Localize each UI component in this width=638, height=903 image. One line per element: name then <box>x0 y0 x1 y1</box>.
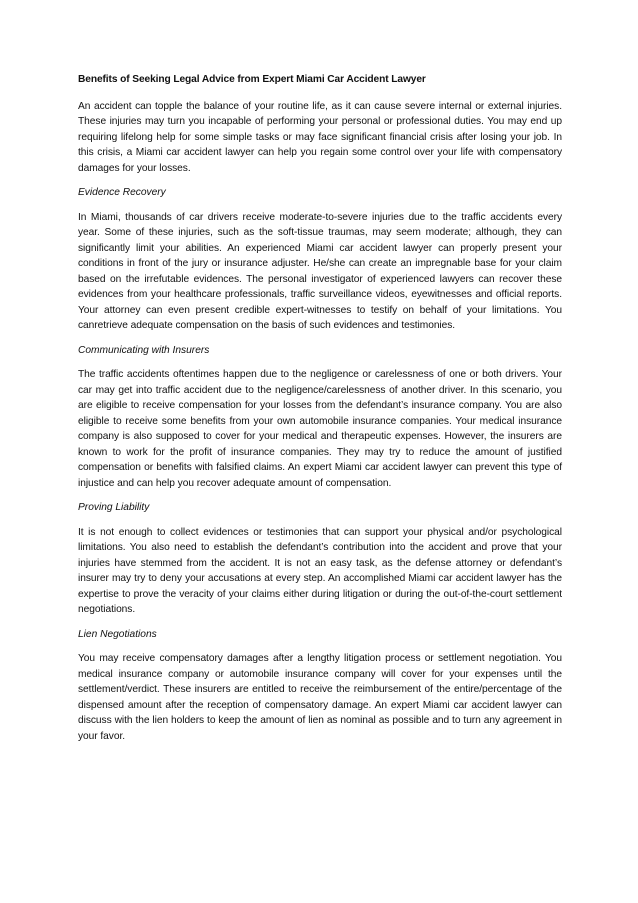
section-body-evidence-recovery: In Miami, thousands of car drivers receive moderate-to-severe injuries due to the traffic accidents every year. Some of these injuries, such as the soft-tissue traumas, may seem moderate; although, they can significantly limit your abilities. An experienced Miami car accident lawyer can properly present your conditions in front of the jury or insurance adjuster. He/she can create an impregnable base for your claim based on the irrefutable evidences. The personal investigator of experienced lawyers can recover these evidences from your healthcare professionals, traffic surveillance videos, eyewitnesses and official reports. Your attorney can even present credible expert-witnesses to testify on behalf of your limitations. You canretrieve adequate compensation on the basis of such evidences and testimonies. <box>78 211 562 331</box>
document-page <box>78 72 562 753</box>
section-heading-proving-liability: Proving Liability <box>78 502 150 513</box>
section-body-proving-liability: It is not enough to collect evidences or testimonies that can support your physical and/or psychological limitations. You also need to establish the defendant’s contribution into the accident and prove that your injuries have stemmed from the accident. It is not an easy task, as the defense attorney or defendant’s insurer may try to deny your accusations at every step. An accomplished Miami car accident lawyer has the expertise to prove the veracity of your claims either during litigation or during the out-of-the-court settlement negotiations. <box>78 526 562 615</box>
section-heading-evidence-recovery: Evidence Recovery <box>78 187 166 198</box>
section-heading-lien-negotiations: Lien Negotiations <box>78 628 157 640</box>
section-body-communicating-with-insurers: The traffic accidents oftentimes happen due to the negligence or carelessness of one or both drivers. Your car may get into traffic accident due to the negligence/carelessness of another driver. In this scenario, you are eligible to receive compensation for your losses from the defendant’s insurance company. You are also eligible to receive some benefits from your own automobile insurance companies. Your medical insurance company is also supposed to cover for your medical and therapeutic expenses. However, the insurers are known to work for the profit of insurance companies. They may try to reduce the amount of justified compensation or benefits with falsified claims. An expert Miami car accident lawyer can prevent this type of injustice and can help you recover adequate amount of compensation. <box>78 369 562 489</box>
section-body-lien-negotiations: You may receive compensatory damages after a lengthy litigation process or settlement negotiation. You medical insurance company or automobile insurance company will cover for your expenses until the settlement/verdict. These insurers are entitled to receive the reimbursement of the entire/percentage of the dispensed amount after the reception of compensatory damage. An expert Miami car accident lawyer can discuss with the lien holders to keep the amount of lien as nominal as possible and to turn any agreement in your favor. <box>78 653 562 742</box>
intro-paragraph: An accident can topple the balance of your routine life, as it can cause severe internal or external injuries. These injuries may turn you incapable of performing your personal or professional duties. You may end up requiring lifelong help for some simple tasks or may face significant financial crisis after losing your job. In this crisis, a Miami car accident lawyer can help you regain some control over your life with compensatory damages for your losses. <box>78 100 562 174</box>
section-heading-communicating-with-insurers: Communicating with Insurers <box>78 344 210 356</box>
document-title: Benefits of Seeking Legal Advice from Expert Miami Car Accident Lawyer <box>78 74 426 85</box>
